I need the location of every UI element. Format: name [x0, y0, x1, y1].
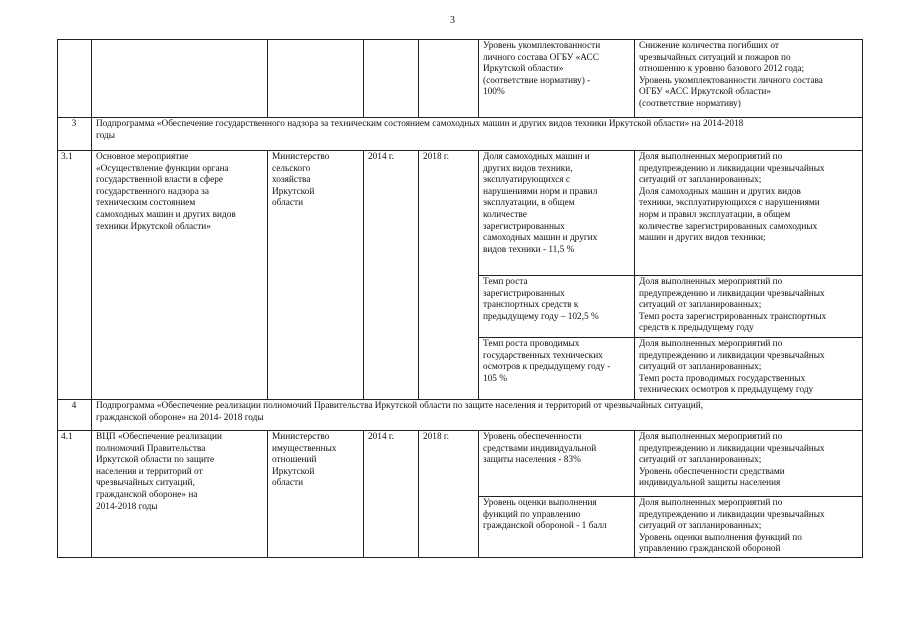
result-cell: Доля выполненных мероприятий по предупреждению и ликвидации чрезвычайных ситуаций от запланированных; Темп роста зарегистрированных транспортных средств к предыдущему году	[635, 276, 863, 338]
measure-cell: Основное мероприятие «Осуществление функции органа государственной власти в сфере государственного надзора за техническим состоянием самоходных машин и других видов техники Иркутской области»	[92, 151, 268, 400]
result-cell: Доля выполненных мероприятий по предупреждению и ликвидации чрезвычайных ситуаций от запланированных; Уровень оценки выполнения функций по управлению гражданской обороной	[635, 497, 863, 558]
page-number: 3	[450, 15, 455, 26]
start-year-cell: 2014 г.	[364, 151, 419, 400]
section-row	[58, 400, 863, 431]
section-number: 4	[58, 400, 92, 431]
executor-cell	[268, 40, 364, 118]
end-year-cell: 2018 г.	[419, 431, 479, 558]
indicator-cell: Темп роста проводимых государственных технических осмотров к предыдущему году - 105 %	[479, 338, 635, 400]
section-title: Подпрограмма «Обеспечение реализации полномочий Правительства Иркутской области по защите населения и территорий от чрезвычайных ситуаций, гражданской обороне» на 2014- 2018 годы	[92, 400, 863, 431]
indicator-cell: Уровень обеспеченности средствами индивидуальной защиты населения - 83%	[479, 431, 635, 497]
program-table	[57, 39, 863, 558]
result-cell: Снижение количества погибших от чрезвычайных ситуаций и пожаров по отношению к уровню базового 2012 года; Уровень укомплектованности личного состава ОГБУ «АСС Иркутской области» (соответствие нормативу)	[635, 40, 863, 118]
table-row	[58, 40, 863, 118]
start-year-cell	[364, 40, 419, 118]
executor-cell: Министерство сельского хозяйства Иркутской области	[268, 151, 364, 400]
row-number: 3.1	[58, 151, 92, 400]
section-number: 3	[58, 118, 92, 151]
start-year-cell: 2014 г.	[364, 431, 419, 558]
table-row	[58, 431, 863, 497]
result-cell: Доля выполненных мероприятий по предупреждению и ликвидации чрезвычайных ситуаций от запланированных; Темп роста проводимых государственных технических осмотров к предыдущему году	[635, 338, 863, 400]
indicator-cell: Уровень оценки выполнения функций по управлению гражданской обороной - 1 балл	[479, 497, 635, 558]
row-number: 4.1	[58, 431, 92, 558]
result-cell: Доля выполненных мероприятий по предупреждению и ликвидации чрезвычайных ситуаций от запланированных; Уровень обеспеченности средствами индивидуальной защиты населения	[635, 431, 863, 497]
indicator-cell: Уровень укомплектованности личного состава ОГБУ «АСС Иркутской области» (соответствие нормативу) - 100%	[479, 40, 635, 118]
section-title: Подпрограмма «Обеспечение государственного надзора за техническим состоянием самоходных машин и других видов техники Иркутской области» на 2014-2018 годы	[92, 118, 863, 151]
measure-cell: ВЦП «Обеспечение реализации полномочий Правительства Иркутской области по защите населения и территорий от чрезвычайных ситуаций, гражданской обороне» на 2014-2018 годы	[92, 431, 268, 558]
end-year-cell	[419, 40, 479, 118]
section-row	[58, 118, 863, 151]
measure-cell	[92, 40, 268, 118]
table-row	[58, 151, 863, 276]
indicator-cell: Доля самоходных машин и других видов техники, эксплуатирующихся с нарушениями норм и правил эксплуатации, в общем количестве зарегистрированных самоходных машин и других видов техники - 11,5 %	[479, 151, 635, 276]
indicator-cell: Темп роста зарегистрированных транспортных средств к предыдущему году – 102,5 %	[479, 276, 635, 338]
result-cell: Доля выполненных мероприятий по предупреждению и ликвидации чрезвычайных ситуаций от запланированных; Доля самоходных машин и других видов техники, эксплуатирующихся с нарушениями норм и правил эксплуатации, в общем количестве зарегистрированных самоходных машин и других видов техники;	[635, 151, 863, 276]
row-number	[58, 40, 92, 118]
executor-cell: Министерство имущественных отношений Иркутской области	[268, 431, 364, 558]
end-year-cell: 2018 г.	[419, 151, 479, 400]
